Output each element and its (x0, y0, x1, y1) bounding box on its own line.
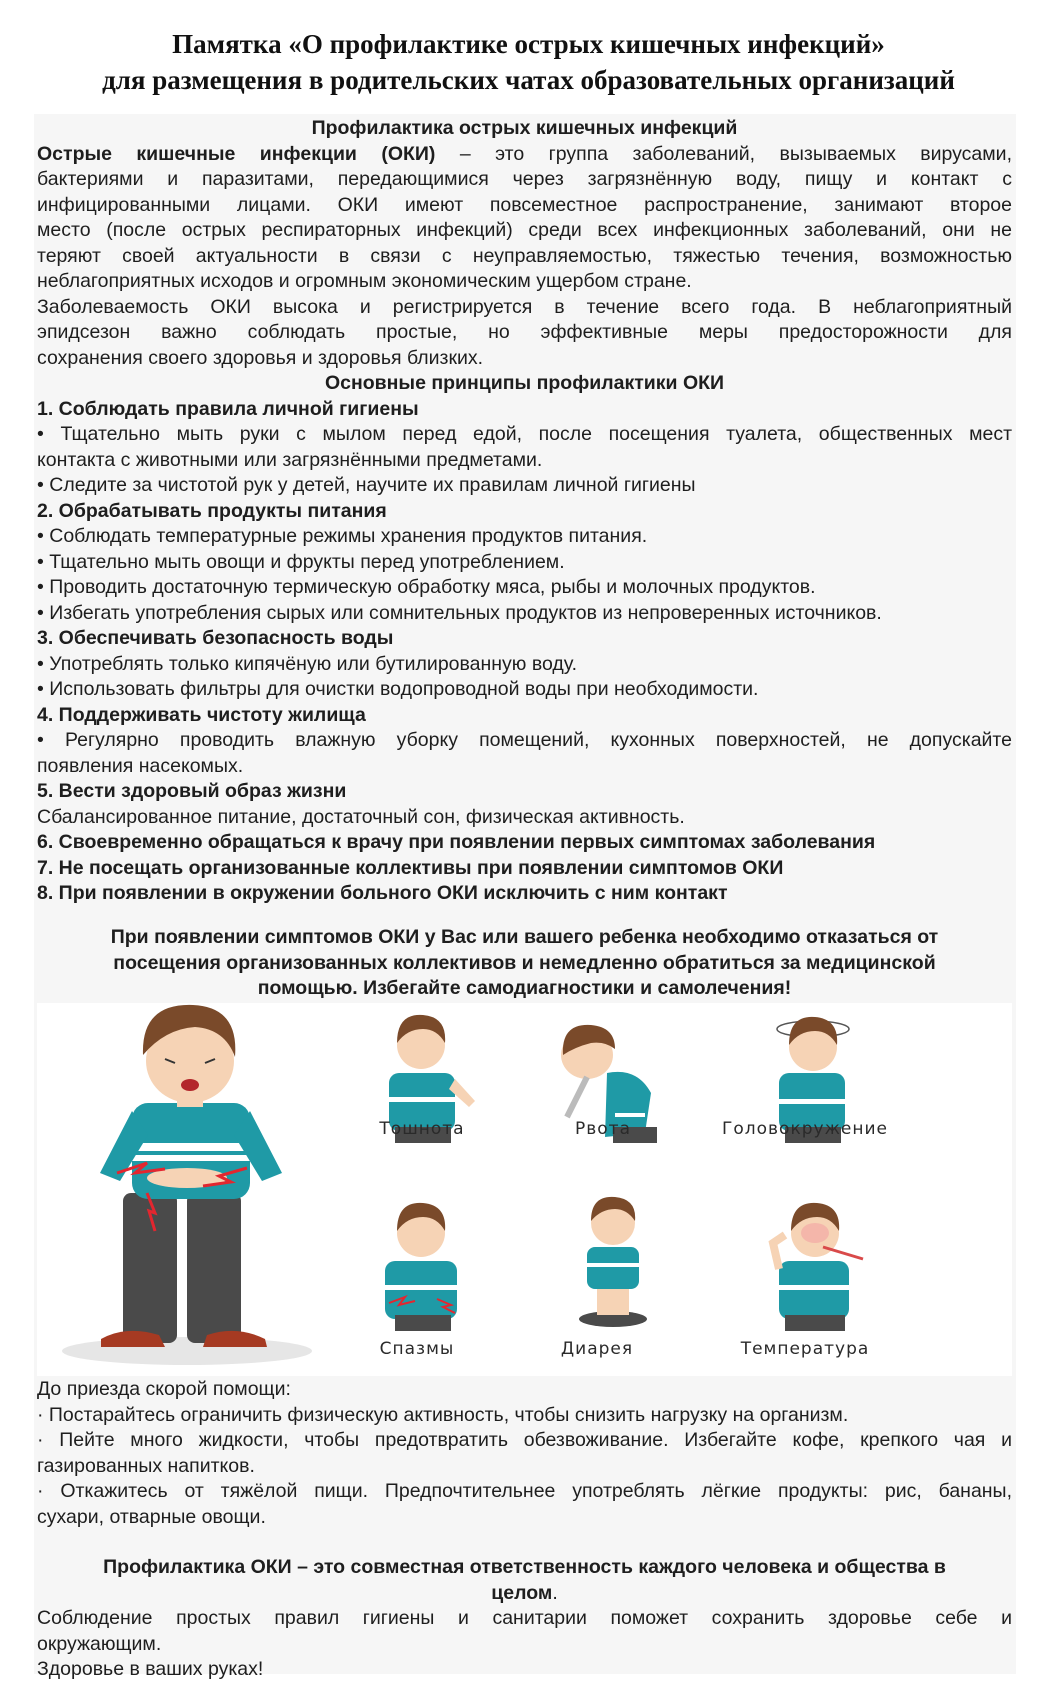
principle-1-bullet-1-cont: контакта с животными или загрязнёнными предметами. (37, 448, 543, 471)
symptom-label-spasms: Спазмы (379, 1339, 455, 1359)
principle-4-bullet-1: • Регулярно проводить влажную уборку помещений, кухонных поверхностей, не допускайте (37, 729, 1012, 751)
principle-3-bullet-2: • Использовать фильтры для очистки водопроводной воды при необходимости. (37, 678, 759, 700)
intro-line-4: место (после острых респираторных инфекций) среди всех инфекционных заболеваний, они не (37, 219, 1012, 241)
principle-2-bullet-3: • Проводить достаточную термическую обработку мяса, рыбы и молочных продуктов. (37, 576, 816, 598)
intro-line-3: инфицированными лицами. ОКИ имеют повсеместное распространение, занимают второе (37, 193, 1012, 216)
principle-5-text: Сбалансированное питание, достаточный сон, физическая активность. (37, 805, 685, 828)
closing-para-line-1: Соблюдение простых правил гигиены и санитарии поможет сохранить здоровье себе и (37, 1607, 1012, 1629)
closing-bold-line-1: Профилактика ОКИ – это совместная ответственность каждого человека и общества в (103, 1556, 946, 1578)
principle-2-title: 2. Обрабатывать продукты питания (37, 499, 387, 522)
closing-bold-word: целом (491, 1581, 553, 1604)
symptoms-svg (37, 1003, 1012, 1376)
first-aid-bullet-2-cont: газированных напитков. (37, 1454, 255, 1477)
principle-4-bullet-1-cont: появления насекомых. (37, 754, 244, 777)
document-title (0, 26, 1057, 98)
stomach-ache-boy-icon (62, 1005, 312, 1365)
fever-boy-icon (773, 1203, 863, 1331)
title-line-1: Памятка «О профилактике острых кишечных инфекций» (172, 29, 885, 59)
closing-section (37, 1555, 1012, 1683)
symptom-label-nausea: Тошнота (379, 1119, 465, 1139)
closing-final: Здоровье в ваших руках! (37, 1658, 264, 1680)
principle-3-bullet-1: • Употреблять только кипячёную или бутилированную воду. (37, 652, 577, 675)
first-aid-bullet-3-cont: сухари, отварные овощи. (37, 1505, 266, 1528)
first-aid-bullet-2: · Пейте много жидкости, чтобы предотвратить обезвоживание. Избегайте кофе, крепкого чая и (37, 1429, 1012, 1451)
intro-line-2: бактериями и паразитами, передающимися через загрязнённую воду, пищу и контакт с (37, 168, 1012, 190)
closing-bold-line-2 (37, 1581, 1012, 1607)
symptom-label-vomiting: Рвота (575, 1119, 631, 1139)
incidence-line-3: сохранения своего здоровья и здоровья близких. (37, 346, 484, 369)
intro-line-5: теряют своей актуальности в связи с неуправляемостью, тяжестью течения, возможностью (37, 244, 1012, 267)
principle-2-bullet-1: • Соблюдать температурные режимы хранения продуктов питания. (37, 525, 648, 547)
warning-line-1: При появлении симптомов ОКИ у Вас или вашего ребенка необходимо отказаться от (110, 926, 939, 948)
principle-5-title: 5. Вести здоровый образ жизни (37, 780, 347, 802)
principle-2-bullet-4: • Избегать употребления сырых или сомнительных продуктов из непроверенных источников. (37, 601, 882, 624)
diarrhea-boy-icon (579, 1197, 647, 1327)
intro-text: – это группа заболеваний, вызываемых вирусами, (435, 142, 1012, 165)
principles-heading: Основные принципы профилактики ОКИ (324, 372, 725, 394)
symptom-label-fever: Температура (740, 1339, 870, 1359)
principle-4-title: 4. Поддерживать чистоту жилища (37, 703, 366, 726)
title-line-2: для размещения в родительских чатах образовательных организаций (102, 65, 955, 95)
principle-1-title: 1. Соблюдать правила личной гигиены (37, 397, 419, 420)
intro-section (37, 116, 1012, 907)
first-aid-bullet-3: · Откажитесь от тяжёлой пищи. Предпочтительнее употреблять лёгкие продукты: рис, бананы, (37, 1480, 1012, 1502)
warning-block (37, 925, 1012, 1002)
first-aid-bullet-1: · Постарайтесь ограничить физическую активность, чтобы снизить нагрузку на организм. (37, 1403, 849, 1426)
symptom-label-dizziness: Головокружение (722, 1119, 888, 1139)
incidence-line-2: эпидсезон важно соблюдать простые, но эффективные меры предосторожности для (37, 321, 1012, 343)
closing-para-line-2: окружающим. (37, 1632, 162, 1655)
warning-line-3: помощью. Избегайте самодиагностики и самолечения! (257, 977, 792, 999)
principle-6-title: 6. Своевременно обращаться к врачу при появлении первых симптомах заболевания (37, 831, 876, 853)
spasms-boy-icon (385, 1203, 457, 1331)
intro-line-1 (37, 142, 1012, 168)
first-aid-heading: До приезда скорой помощи: (37, 1378, 291, 1400)
principle-3-title: 3. Обеспечивать безопасность воды (37, 627, 394, 649)
principle-1-bullet-2: • Следите за чистотой рук у детей, научите их правилам личной гигиены (37, 474, 696, 496)
first-aid-section (37, 1377, 1012, 1530)
principle-7-title: 7. Не посещать организованные коллективы при появлении симптомов ОКИ (37, 856, 784, 879)
intro-heading: Профилактика острых кишечных инфекций (311, 117, 738, 139)
symptom-label-diarrhea: Диарея (560, 1339, 634, 1359)
oki-term: Острые кишечные инфекции (ОКИ) (37, 142, 436, 165)
principle-2-bullet-2: • Тщательно мыть овощи и фрукты перед употреблением. (37, 550, 565, 573)
warning-line-2: посещения организованных коллективов и немедленно обратиться за медицинской (113, 951, 936, 974)
principle-8-title: 8. При появлении в окружении больного ОКИ исключить с ним контакт (37, 882, 728, 904)
incidence-line-1: Заболеваемость ОКИ высока и регистрируется в течение всего года. В неблагоприятный (37, 295, 1012, 318)
closing-dot: . (552, 1581, 558, 1604)
symptoms-illustration (37, 1003, 1012, 1376)
intro-line-6: неблагоприятных исходов и огромным экономическим ущербом стране. (37, 270, 692, 292)
principle-1-bullet-1: • Тщательно мыть руки с мылом перед едой, после посещения туалета, общественных мест (37, 423, 1012, 445)
